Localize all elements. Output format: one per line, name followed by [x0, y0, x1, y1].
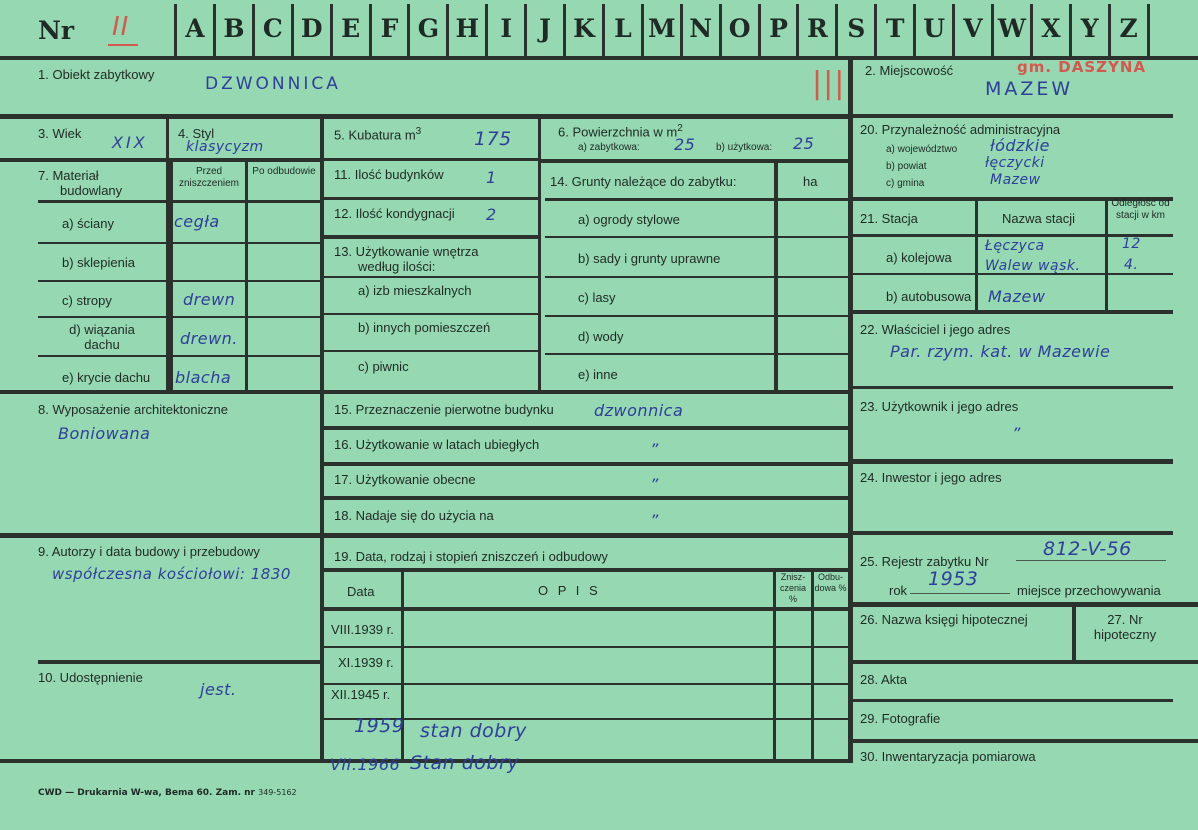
damage-date-header: Data: [347, 584, 375, 599]
index-letter-g: G: [417, 14, 440, 43]
damage-date-4: 1959: [354, 715, 405, 737]
station-rail: a) kolejowa: [886, 250, 952, 265]
styl-value: klasycyzm: [186, 139, 264, 155]
land-other: e) inne: [578, 367, 618, 382]
field-7-col-before: Przed zniszczeniem: [178, 166, 240, 189]
autorzy-value: współczesna kościołowi: 1830: [52, 565, 291, 583]
index-letter-d: D: [300, 14, 323, 43]
damage-opis-4: stan dobry: [420, 720, 527, 742]
field-23-label: 23. Użytkownik i jego adres: [860, 399, 1019, 414]
wyposazenie-value: Boniowana: [58, 424, 151, 443]
field-1-label: 1. Obiekt zabytkowy: [38, 67, 155, 82]
przeznaczenie-value: dzwonnica: [594, 401, 684, 420]
index-letter-n: N: [689, 14, 713, 43]
index-letter-y: Y: [1080, 14, 1099, 43]
kondygnacje-value: 2: [486, 205, 497, 224]
register-number: 812-V-56: [1043, 538, 1132, 560]
krycie-value: blacha: [175, 368, 232, 387]
field-30-label: 30. Inwentaryzacja pomiarowa: [860, 749, 1036, 764]
field-6-label: [558, 123, 683, 139]
rail-km-2: 4.: [1124, 257, 1139, 273]
index-letter-m: M: [647, 14, 676, 43]
damage-date-2: XI.1939 r.: [338, 655, 394, 670]
ditto-23: ”: [1012, 424, 1021, 443]
field-5-text: 5. Kubatura m: [334, 127, 416, 143]
damage-opis-5: Stan dobry: [410, 752, 520, 774]
station-name-header: Nazwa stacji: [1002, 211, 1075, 226]
kubatura-value: 175: [474, 128, 512, 150]
index-letter-e: E: [341, 14, 361, 43]
nr-label: Nr: [38, 16, 75, 45]
nr-value: II: [112, 12, 130, 42]
miejscowosc-value: MAZEW: [985, 78, 1074, 100]
index-letter-j: J: [539, 14, 552, 43]
index-letter-s: S: [847, 14, 866, 43]
powiat-value: łęczycki: [985, 155, 1045, 171]
land-gardens: a) ogrody stylowe: [578, 212, 680, 227]
usage-rooms: a) izb mieszkalnych: [358, 283, 472, 298]
field-5-sup: 3: [415, 126, 422, 137]
budynki-value: 1: [486, 168, 497, 187]
obiekt-value: DZWONNICA: [205, 74, 341, 94]
damage-date-1: VIII.1939 r.: [331, 622, 394, 637]
field-27-label: 27. Nr hipoteczny: [1093, 612, 1157, 642]
field-16-label: 16. Użytkowanie w latach ubiegłych: [334, 437, 540, 452]
gmina-red-note: gm. DASZYNA: [1017, 58, 1147, 76]
land-waters: d) wody: [578, 329, 624, 344]
land-forests: c) lasy: [578, 290, 616, 305]
station-distance-header: Odległość od stacji w km: [1111, 198, 1170, 221]
rail-km-1: 12: [1122, 236, 1141, 252]
ditto-18: ”: [650, 511, 659, 530]
index-letter-u: U: [923, 14, 945, 43]
field-13-label: 13. Użytkowanie wnętrza: [334, 244, 479, 259]
udostepnienie-value: jest.: [200, 680, 237, 699]
field-5-label: [334, 126, 421, 142]
printer-order: 349-5162: [258, 788, 297, 797]
field-10-label: 10. Udostępnienie: [38, 670, 143, 685]
field-11-label: 11. Ilość budynków: [334, 167, 444, 182]
field-6-sup: 2: [677, 123, 683, 134]
material-ceilings: c) stropy: [62, 293, 112, 308]
damage-date-3: XII.1945 r.: [331, 687, 391, 702]
field-2-label: 2. Miejscowość: [865, 63, 954, 78]
field-26-label: 26. Nazwa księgi hipotecznej: [860, 612, 1028, 627]
damage-zn-header: Znisz-czenia %: [779, 572, 806, 604]
index-letter-a: A: [185, 14, 205, 43]
field-4-label: 4. Styl: [178, 126, 215, 141]
field-19-label: 19. Data, rodzaj i stopień zniszczeń i odbudowy: [334, 549, 608, 564]
index-letter-b: B: [223, 14, 245, 43]
material-vaults: b) sklepienia: [62, 255, 135, 270]
field-20-label: 20. Przynależność administracyjna: [860, 122, 1061, 137]
stropy-value: drewn: [183, 290, 236, 309]
field-17-label: 17. Użytkowanie obecne: [334, 472, 476, 487]
rail-station-1: Łęczyca: [985, 238, 1045, 254]
admin-county: b) powiat: [886, 161, 927, 172]
usage-cellars: c) piwnic: [358, 359, 409, 374]
field-21-label: 21. Stacja: [860, 211, 918, 226]
field-28-label: 28. Akta: [860, 672, 907, 687]
field-24-label: 24. Inwestor i jego adres: [860, 470, 1002, 485]
index-letter-k: K: [573, 14, 595, 43]
wiazania-value: drewn.: [180, 329, 238, 348]
ditto-17: ”: [650, 475, 659, 494]
material-roof-frame: d) wiązania dachu: [69, 322, 135, 352]
register-year: 1953: [928, 568, 979, 590]
damage-date-5: VII.1966: [330, 755, 401, 774]
field-7-label: 7. Materiał: [38, 168, 99, 183]
damage-od-header: Odbu-dowa %: [814, 572, 847, 593]
admin-commune: c) gmina: [886, 178, 925, 189]
index-letter-h: H: [455, 14, 480, 43]
field-9-label: 9. Autorzy i data budowy i przebudowy: [38, 544, 260, 559]
ditto-16: ”: [650, 440, 659, 459]
field-25-rok: rok: [889, 583, 908, 598]
index-letter-z: Z: [1119, 14, 1138, 43]
pow-zab-value: 25: [674, 135, 696, 154]
printer-text: CWD — Drukarnia W-wa, Bema 60. Zam. nr: [38, 788, 255, 798]
field-14-unit: ha: [803, 174, 818, 189]
admin-voivodeship: a) województwo: [886, 144, 958, 155]
field-6a-label: a) zabytkowa:: [578, 142, 640, 153]
pow-uz-value: 25: [793, 134, 815, 153]
land-orchards: b) sady i grunty uprawne: [578, 251, 721, 266]
index-letter-l: L: [614, 14, 632, 43]
sciany-value: cegła: [174, 212, 220, 231]
usage-other: b) innych pomieszczeń: [358, 320, 491, 335]
red-marks: |||: [812, 66, 846, 101]
index-letter-o: O: [728, 14, 751, 43]
index-letter-c: C: [262, 14, 283, 43]
printer-imprint: [38, 788, 297, 798]
index-letter-x: X: [1041, 14, 1061, 43]
field-25-place: miejsce przechowywania: [1017, 583, 1161, 598]
gmina-value: Mazew: [990, 172, 1041, 188]
index-letter-i: I: [500, 14, 513, 43]
field-3-label: 3. Wiek: [38, 126, 82, 141]
field-7-label-line2: budowlany: [60, 183, 123, 198]
field-25-label: 25. Rejestr zabytku Nr: [860, 554, 989, 569]
material-roofing: e) krycie dachu: [62, 370, 151, 385]
owner-value: Par. rzym. kat. w Mazewie: [890, 342, 1111, 361]
index-letter-v: V: [963, 14, 983, 43]
bus-station: Mazew: [988, 287, 1046, 306]
field-6-text: 6. Powierzchnia w m: [558, 124, 678, 140]
field-22-label: 22. Właściciel i jego adres: [860, 322, 1011, 337]
index-letter-f: F: [380, 14, 399, 43]
field-7-col-after: Po odbudowie: [252, 166, 316, 177]
field-6b-label: b) użytkowa:: [716, 142, 773, 153]
field-15-label: 15. Przeznaczenie pierwotne budynku: [334, 402, 554, 417]
station-bus: b) autobusowa: [886, 289, 972, 304]
index-letter-p: P: [769, 14, 788, 43]
material-walls: a) ściany: [62, 216, 115, 231]
field-12-label: 12. Ilość kondygnacji: [334, 206, 455, 221]
field-13-label-line2: według ilości:: [358, 259, 436, 274]
index-letter-w: W: [997, 14, 1026, 43]
damage-opis-header: O P I S: [538, 583, 601, 598]
woj-value: łódzkie: [990, 136, 1050, 155]
field-14-label: 14. Grunty należące do zabytku:: [550, 174, 737, 189]
index-letter-t: T: [885, 14, 905, 43]
field-29-label: 29. Fotografie: [860, 711, 941, 726]
index-letter-r: R: [807, 14, 828, 43]
field-18-label: 18. Nadaje się do użycia na: [334, 508, 494, 523]
wiek-value: XIX: [112, 133, 148, 152]
field-8-label: 8. Wyposażenie architektoniczne: [38, 402, 228, 417]
rail-station-2: Walew wąsk.: [985, 258, 1081, 274]
